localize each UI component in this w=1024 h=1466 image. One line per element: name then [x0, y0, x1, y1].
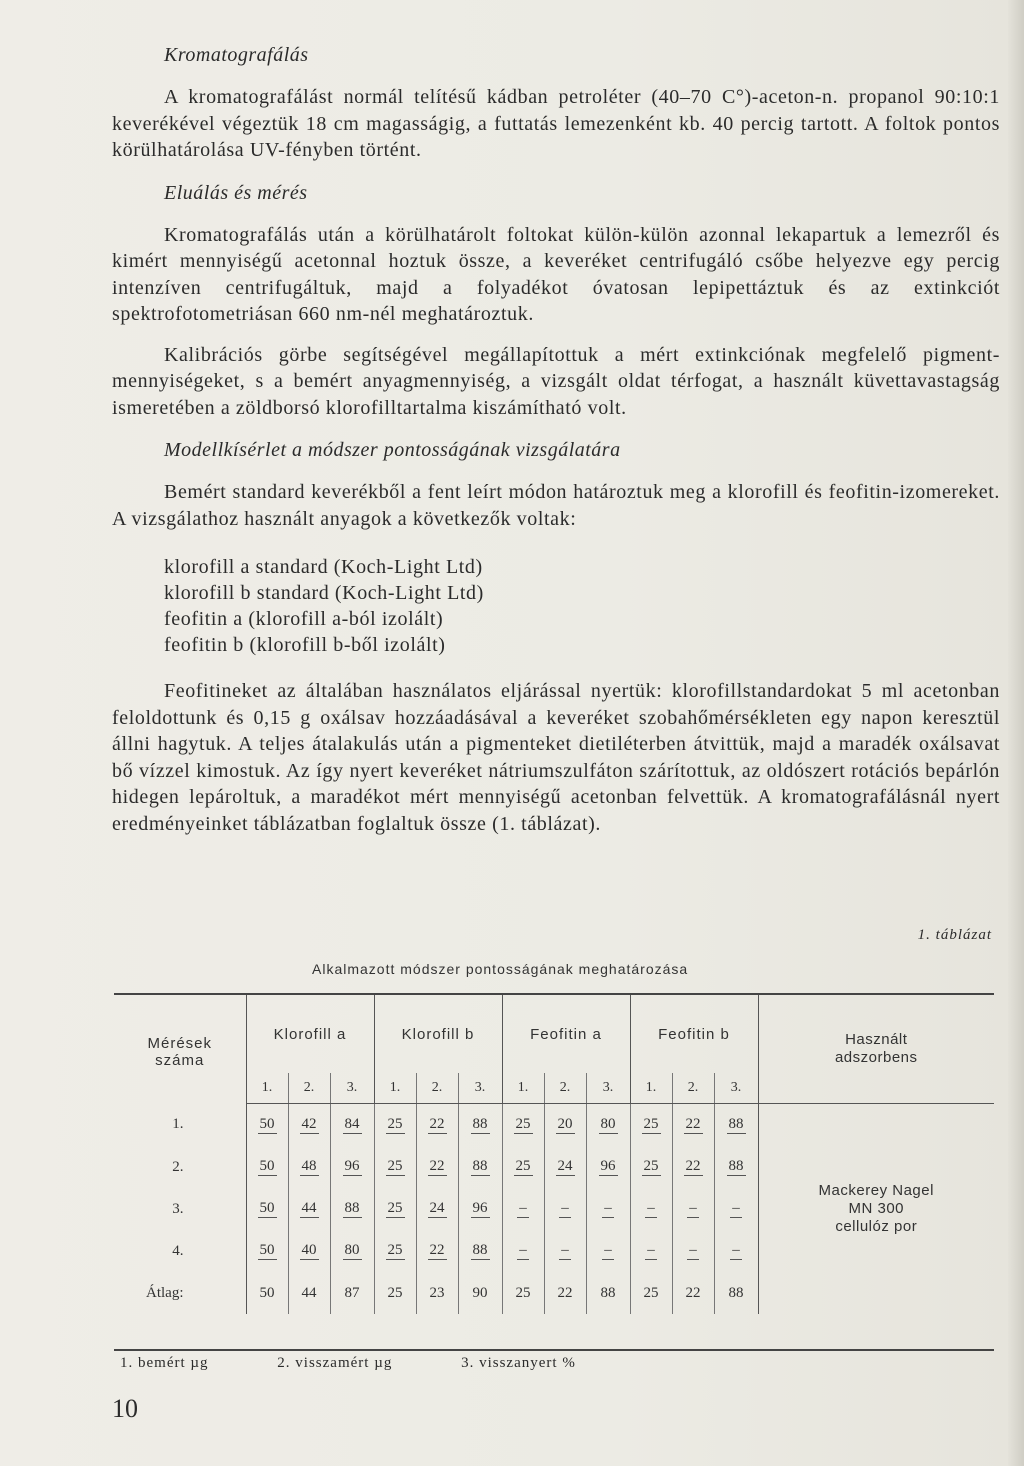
table-cell	[458, 1188, 502, 1230]
table-cell	[246, 1146, 288, 1188]
table-cell	[502, 1230, 544, 1272]
cell-value: 96	[472, 1200, 488, 1216]
cell-value: 50	[259, 1200, 275, 1216]
paragraph: Feofitineket az általában használatos eljárással nyertük: klorofillstandardokat 5 ml acetonban feloldottunk és 0,15 g oxálsav hozzáadásával a keveréket szobahőmérsékleten egy napon keresztül állni hagytuk. A teljes átalakulás után a pigmenteket dietiléterben átvittük, majd a maradék oxálsavat bő vízzel kimostuk. Az így nyert keveréket nátriumszulfáton szárítottuk, az oldószert rotációs bepárlón hidegen lepároltuk, a maradékot mért mennyiségű acetonban felvettük. A kromatografálásnál nyert eredményeinket táblázatban foglaltuk össze (1. táblázat).	[112, 680, 1000, 835]
cell-value: 88	[600, 1284, 616, 1301]
cell-value: 25	[387, 1242, 403, 1258]
sub-header: 1.	[246, 1073, 288, 1104]
cell-value: 25	[515, 1116, 531, 1132]
cell-value: 84	[344, 1116, 360, 1132]
cell-value: 24	[429, 1200, 445, 1216]
cell-value: 22	[685, 1116, 701, 1132]
paragraph: Kromatografálás után a körülhatárolt foltokat külön-külön azonnal lekapartuk a lemezről és kimért mennyiségű acetonnal hoztuk össze, a keveréket centrifugáló csőbe helyezve egy percig intenzíven centrifugáltuk, majd a folyadékot óvatosan lepipettáztuk és az extinkciót spektrofotometriásan 660 nm-nél meghatároztuk.	[112, 223, 1000, 325]
cell-value: 22	[429, 1242, 445, 1258]
table-cell	[630, 1146, 672, 1188]
table-cell	[458, 1146, 502, 1188]
paragraph: Bemért standard keverékből a fent leírt módon határoztuk meg a klorofill és feofitin-izomereket. A vizsgálathoz használt anyagok a következők voltak:	[112, 481, 1000, 530]
list-item: klorofill b standard (Koch-Light Ltd)	[164, 582, 484, 604]
table-cell	[586, 1104, 630, 1147]
table-cell	[330, 1188, 374, 1230]
row-label: 3.	[114, 1188, 246, 1230]
results-table	[114, 993, 994, 1314]
table-cell	[330, 1272, 374, 1314]
table-row	[114, 1104, 994, 1147]
cell-value: 24	[557, 1158, 573, 1174]
cell-value: –	[519, 1200, 527, 1216]
cell-value: –	[732, 1242, 740, 1258]
sub-header: 3.	[714, 1073, 758, 1104]
footnote: 2. visszamért µg	[277, 1355, 393, 1371]
cell-value: –	[732, 1200, 740, 1216]
table-cell	[330, 1146, 374, 1188]
table-cell	[458, 1104, 502, 1147]
table-cell	[714, 1104, 758, 1147]
cell-value: 96	[344, 1158, 360, 1174]
section-heading: Modellkísérlet a módszer pontosságának vizsgálatára	[164, 439, 621, 461]
table-cell	[374, 1230, 416, 1272]
table-cell	[288, 1104, 330, 1147]
table-cell	[458, 1230, 502, 1272]
page-number: 10	[112, 1394, 138, 1423]
cell-value: 25	[643, 1158, 659, 1174]
sub-header: 1.	[630, 1073, 672, 1104]
row-label: 1.	[114, 1104, 246, 1147]
table-cell	[246, 1272, 288, 1314]
row-header-line: Mérések	[147, 1035, 213, 1053]
adsorbent-cell	[758, 1104, 994, 1315]
table-cell	[586, 1188, 630, 1230]
adsorbent-line: cellulóz por	[835, 1218, 918, 1235]
cell-value: 25	[387, 1116, 403, 1132]
cell-value: 48	[301, 1158, 317, 1174]
table-cell	[374, 1188, 416, 1230]
cell-value: 90	[472, 1284, 488, 1301]
row-header	[114, 994, 246, 1104]
cell-value: 22	[557, 1284, 573, 1301]
sub-header: 3.	[330, 1073, 374, 1104]
group-header: Klorofill b	[374, 994, 502, 1073]
adsorbent-header	[758, 994, 994, 1104]
cell-value: 88	[728, 1158, 744, 1174]
cell-value: –	[561, 1242, 569, 1258]
adsorbent-line: MN 300	[848, 1200, 905, 1217]
table-cell	[374, 1104, 416, 1147]
cell-value: 20	[557, 1116, 573, 1132]
table-cell	[714, 1230, 758, 1272]
cell-value: 88	[472, 1116, 488, 1132]
table-footnotes	[120, 1355, 640, 1372]
cell-value: 80	[600, 1116, 616, 1132]
table-cell	[502, 1188, 544, 1230]
table-cell	[630, 1230, 672, 1272]
paragraph: Kalibrációs görbe segítségével megállapítottuk a mért extinkciónak megfelelő pigment-mennyiségeket, s a bemért anyagmennyiség, a vizsgált oldat térfogat, a használt küvettavastagság ismeretében a zöldborsó klorofilltartalma kiszámítható volt.	[112, 343, 1000, 419]
table-cell	[672, 1188, 714, 1230]
table-number: 1. táblázat	[917, 927, 992, 943]
table-cell	[672, 1272, 714, 1314]
cell-value: –	[561, 1200, 569, 1216]
section-heading: Eluálás és mérés	[164, 181, 308, 204]
cell-value: 88	[472, 1158, 488, 1174]
table-cell	[288, 1230, 330, 1272]
sub-header: 2.	[288, 1073, 330, 1104]
row-header-line: száma	[155, 1052, 205, 1070]
cell-value: 44	[301, 1284, 317, 1301]
materials-list	[164, 554, 1000, 658]
cell-value: 25	[387, 1200, 403, 1216]
cell-value: 40	[301, 1242, 317, 1258]
cell-value: –	[647, 1200, 655, 1216]
cell-value: 88	[728, 1284, 744, 1301]
table-cell	[330, 1104, 374, 1147]
cell-value: 88	[472, 1242, 488, 1258]
table-cell	[544, 1146, 586, 1188]
cell-value: –	[689, 1200, 697, 1216]
table-cell	[672, 1230, 714, 1272]
table-cell	[544, 1188, 586, 1230]
table-bottom-rule	[114, 1349, 994, 1351]
table-cell	[544, 1104, 586, 1147]
table-cell	[630, 1104, 672, 1147]
table-cell	[374, 1146, 416, 1188]
table-cell	[502, 1146, 544, 1188]
footnote: 3. visszanyert %	[461, 1355, 576, 1371]
table-title: Alkalmazott módszer pontosságának meghatározása	[312, 961, 689, 977]
sub-header: 2.	[672, 1073, 714, 1104]
table-cell	[544, 1272, 586, 1314]
footnote: 1. bemért µg	[120, 1355, 209, 1371]
table-caption	[112, 927, 992, 977]
sub-header: 1.	[502, 1073, 544, 1104]
table-cell	[630, 1188, 672, 1230]
cell-value: 22	[685, 1284, 701, 1301]
section-heading: Kromatografálás	[164, 44, 309, 66]
cell-value: –	[519, 1242, 527, 1258]
table-cell	[246, 1188, 288, 1230]
sub-header: 2.	[544, 1073, 586, 1104]
cell-value: 42	[301, 1116, 317, 1132]
group-header: Klorofill a	[246, 994, 374, 1073]
table-cell	[714, 1188, 758, 1230]
table-cell	[458, 1272, 502, 1314]
table-cell	[246, 1230, 288, 1272]
table-cell	[416, 1230, 458, 1272]
cell-value: 88	[728, 1116, 744, 1132]
group-header: Feofitin b	[630, 994, 758, 1073]
table-cell	[288, 1188, 330, 1230]
table-cell	[586, 1230, 630, 1272]
table-cell	[586, 1272, 630, 1314]
sub-header: 3.	[458, 1073, 502, 1104]
table-cell	[246, 1104, 288, 1147]
group-header: Feofitin a	[502, 994, 630, 1073]
cell-value: 88	[344, 1200, 360, 1216]
cell-value: 25	[387, 1284, 403, 1301]
cell-value: –	[647, 1242, 655, 1258]
table-cell	[714, 1272, 758, 1314]
table-cell	[416, 1188, 458, 1230]
paragraph: A kromatografálást normál telítésű kádban petroléter (40–70 C°)-aceton-n. propanol 90:10:1 keverékével végeztük 18 cm magasságig, a futtatás lemezenként kb. 40 percig tartott. A foltok pontos körülhatárolása UV-fényben történt.	[112, 86, 1000, 161]
cell-value: 50	[259, 1158, 275, 1174]
sub-header: 1.	[374, 1073, 416, 1104]
table-cell	[288, 1272, 330, 1314]
table-cell	[374, 1272, 416, 1314]
adsorbent-header-line: adszorbens	[834, 1049, 918, 1066]
table-cell	[416, 1104, 458, 1147]
page-edge	[1008, 0, 1024, 1466]
cell-value: –	[604, 1200, 612, 1216]
table-cell	[416, 1146, 458, 1188]
cell-value: –	[604, 1242, 612, 1258]
table-cell	[502, 1104, 544, 1147]
table-cell	[330, 1230, 374, 1272]
table-cell	[586, 1146, 630, 1188]
cell-value: 22	[429, 1158, 445, 1174]
row-label: 4.	[114, 1230, 246, 1272]
cell-value: 50	[259, 1284, 275, 1301]
table-cell	[544, 1230, 586, 1272]
table-cell	[288, 1146, 330, 1188]
cell-value: 87	[344, 1284, 360, 1301]
cell-value: 80	[344, 1242, 360, 1258]
cell-value: 25	[643, 1284, 659, 1301]
cell-value: 44	[301, 1200, 317, 1216]
list-item: feofitin b (klorofill b-ből izolált)	[164, 634, 446, 656]
table-cell	[630, 1272, 672, 1314]
sub-header: 2.	[416, 1073, 458, 1104]
table-cell	[672, 1104, 714, 1147]
cell-value: 25	[515, 1284, 531, 1301]
list-item: klorofill a standard (Koch-Light Ltd)	[164, 556, 483, 578]
cell-value: 25	[387, 1158, 403, 1174]
adsorbent-header-line: Használt	[845, 1031, 908, 1048]
cell-value: 50	[259, 1242, 275, 1258]
cell-value: 23	[429, 1284, 445, 1301]
text-body	[112, 40, 1000, 851]
sub-header: 3.	[586, 1073, 630, 1104]
adsorbent-line: Mackerey Nagel	[818, 1182, 934, 1199]
row-label: 2.	[114, 1146, 246, 1188]
table-cell	[714, 1146, 758, 1188]
cell-value: –	[689, 1242, 697, 1258]
table-cell	[502, 1272, 544, 1314]
cell-value: 25	[515, 1158, 531, 1174]
table-cell	[416, 1272, 458, 1314]
cell-value: 22	[429, 1116, 445, 1132]
cell-value: 22	[685, 1158, 701, 1174]
cell-value: 50	[259, 1116, 275, 1132]
list-item: feofitin a (klorofill a-ból izolált)	[164, 608, 444, 630]
table-cell	[672, 1146, 714, 1188]
cell-value: 96	[600, 1158, 616, 1174]
cell-value: 25	[643, 1116, 659, 1132]
row-label: Átlag:	[114, 1272, 246, 1314]
